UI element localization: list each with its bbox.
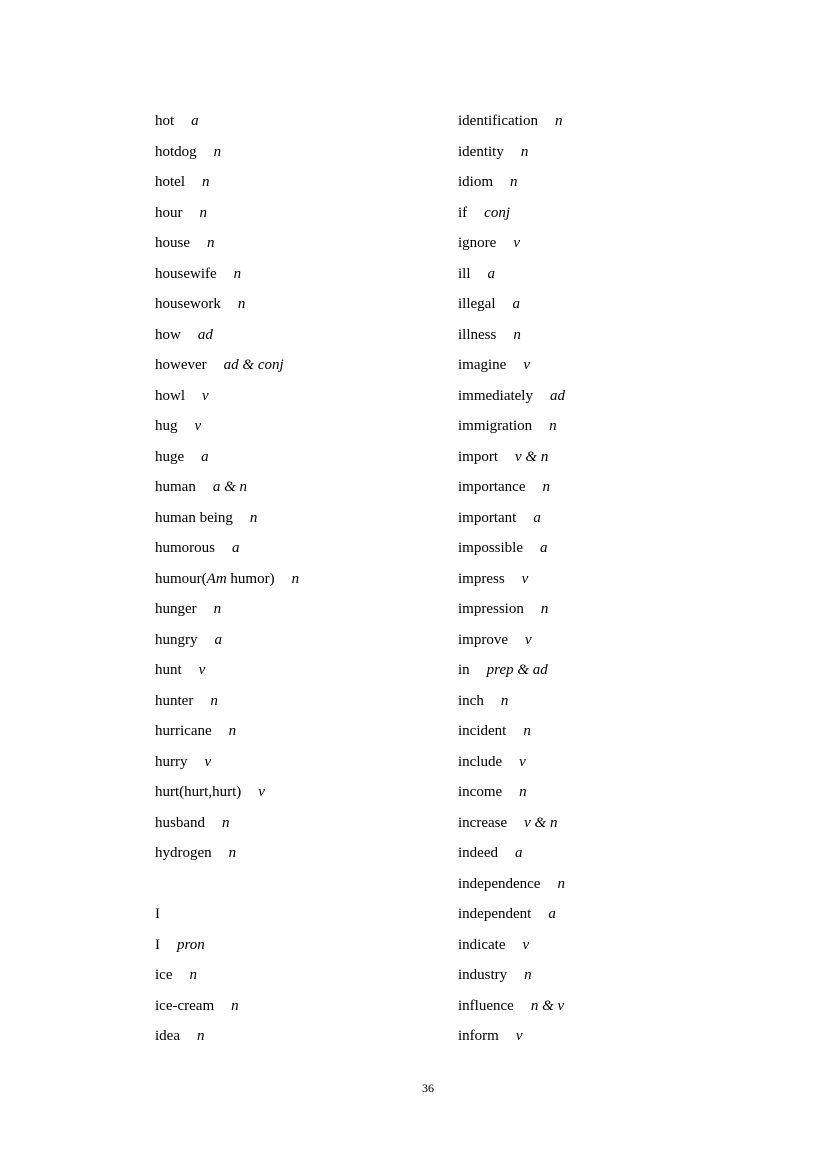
- word-entry: [458, 991, 778, 1022]
- word-text: [155, 144, 197, 160]
- word-text: [458, 937, 505, 953]
- word-text: [155, 540, 215, 556]
- word-part: ice-cream: [155, 997, 215, 1014]
- word-part: import: [458, 448, 498, 465]
- word-entry: [155, 655, 455, 686]
- word-part: huge: [155, 448, 185, 465]
- word-text: [458, 815, 507, 831]
- word-part: I: [155, 906, 160, 923]
- word-text: [155, 449, 184, 465]
- pos-tag: n: [520, 143, 529, 160]
- word-text: [155, 754, 188, 770]
- word-text: [155, 662, 182, 678]
- word-text: [155, 174, 185, 190]
- pos-tag: n: [500, 692, 509, 709]
- word-entry: [458, 899, 778, 930]
- left-column: [155, 106, 455, 1052]
- word-entry: [155, 259, 455, 290]
- pos-tag: a: [512, 296, 520, 313]
- word-entry: [458, 716, 778, 747]
- word-entry: [458, 228, 778, 259]
- pos-tag: v: [515, 1028, 523, 1045]
- pos-tag: a: [533, 509, 541, 526]
- word-entry: [458, 472, 778, 503]
- word-entry: [155, 1021, 455, 1052]
- pos-tag: v: [521, 570, 529, 587]
- word-text: [155, 845, 212, 861]
- pos-tag: v: [198, 662, 206, 679]
- word-entry: [155, 594, 455, 625]
- word-part: identity: [458, 143, 504, 160]
- word-part: idea: [155, 1028, 180, 1045]
- word-part: I: [155, 936, 160, 953]
- word-entry: [155, 442, 455, 473]
- word-part: illegal: [458, 296, 496, 313]
- word-entry: [155, 320, 455, 351]
- pos-tag: n: [231, 997, 239, 1014]
- word-part: howl: [155, 387, 185, 404]
- pos-tag: n: [523, 723, 531, 740]
- word-part: husband: [155, 814, 205, 831]
- word-entry: [155, 381, 455, 412]
- page-footer: [155, 1081, 701, 1096]
- word-part: housewife: [155, 265, 217, 282]
- word-part: imagine: [458, 357, 507, 374]
- word-part: hotdog: [155, 143, 197, 160]
- word-entry: [155, 838, 455, 869]
- word-text: [458, 998, 514, 1014]
- pos-tag: v: [513, 235, 520, 252]
- pos-tag: n: [213, 143, 222, 160]
- pos-tag: n: [540, 601, 549, 618]
- pos-tag: n: [519, 784, 527, 801]
- word-part: human being: [155, 509, 233, 526]
- pos-tag: n: [222, 814, 230, 831]
- word-part: ice: [155, 967, 173, 984]
- word-text: [458, 662, 470, 678]
- pos-tag: n: [542, 479, 550, 496]
- word-text: [458, 601, 524, 617]
- word-entry: [155, 198, 455, 229]
- word-text: [155, 296, 221, 312]
- word-part: hour: [155, 204, 183, 221]
- word-text: [155, 510, 233, 526]
- word-text: [155, 327, 181, 343]
- pos-tag: v: [194, 418, 202, 435]
- word-entry: [458, 594, 778, 625]
- word-text: [155, 784, 241, 800]
- pos-tag: v: [519, 753, 526, 770]
- pos-tag: ad & conj: [223, 357, 284, 374]
- word-part: if: [458, 204, 468, 221]
- word-text: [458, 571, 505, 587]
- word-text: [458, 967, 507, 983]
- pos-tag: n: [237, 296, 246, 313]
- word-part: how: [155, 326, 181, 343]
- pos-tag: pron: [177, 936, 205, 953]
- word-part: hungry: [155, 631, 198, 648]
- word-part: hug: [155, 418, 178, 435]
- pos-tag: a & n: [212, 479, 247, 496]
- word-part: idiom: [458, 174, 494, 191]
- word-part: hunt: [155, 662, 182, 679]
- pos-tag: n: [249, 509, 258, 526]
- pos-tag: n: [202, 174, 210, 191]
- word-entry: [458, 838, 778, 869]
- word-text: [155, 906, 160, 922]
- pos-tag: n: [196, 1028, 205, 1045]
- word-entry: [155, 960, 455, 991]
- pos-tag: n: [291, 570, 300, 587]
- word-part: inch: [458, 692, 484, 709]
- pos-tag: v & n: [524, 814, 558, 831]
- word-part: income: [458, 784, 503, 801]
- word-entry: [458, 503, 778, 534]
- word-part: indicate: [458, 936, 506, 953]
- word-entry: [155, 808, 455, 839]
- pos-tag: n: [513, 326, 521, 343]
- italic-word-part: Am: [206, 570, 227, 587]
- word-part: humorous: [155, 540, 215, 557]
- word-text: [458, 510, 516, 526]
- word-text: [155, 479, 196, 495]
- pos-tag: v: [522, 936, 530, 953]
- word-text: [155, 113, 174, 129]
- word-text: [155, 1028, 180, 1044]
- word-part: hot: [155, 113, 175, 129]
- word-entry: [155, 930, 455, 961]
- word-entry: [155, 228, 455, 259]
- word-entry: [458, 137, 778, 168]
- word-text: [458, 540, 523, 556]
- word-text: [458, 784, 502, 800]
- pos-tag: n & v: [530, 997, 565, 1014]
- word-part: however: [155, 357, 207, 374]
- word-text: [458, 174, 493, 190]
- word-entry: [155, 533, 455, 564]
- word-text: [155, 235, 190, 251]
- word-part: hurry: [155, 753, 188, 770]
- word-text: [155, 205, 183, 221]
- word-part: hunger: [155, 601, 197, 618]
- word-entry: [155, 503, 455, 534]
- word-entry: [155, 137, 455, 168]
- word-entry: [458, 198, 778, 229]
- word-text: [458, 266, 471, 282]
- pos-tag: ad: [197, 326, 213, 343]
- word-text: [155, 357, 207, 373]
- word-part: improve: [458, 631, 508, 648]
- word-text: [458, 388, 533, 404]
- word-text: [458, 205, 467, 221]
- word-text: [155, 937, 160, 953]
- word-entry: [458, 259, 778, 290]
- word-part: in: [458, 662, 470, 679]
- word-entry: [155, 564, 455, 595]
- pos-tag: n: [554, 113, 563, 129]
- word-text: [155, 967, 172, 983]
- word-text: [458, 357, 506, 373]
- word-part: incident: [458, 723, 507, 740]
- word-text: [458, 906, 531, 922]
- pos-tag: n: [228, 723, 237, 740]
- word-part: hurt(hurt,hurt): [155, 784, 242, 801]
- word-part: independence: [458, 875, 541, 892]
- pos-tag: v: [258, 784, 265, 801]
- word-part: humour(: [155, 570, 207, 587]
- right-column: [458, 106, 778, 1052]
- word-text: [458, 632, 508, 648]
- page-number: 36: [422, 1081, 434, 1095]
- pos-tag: v: [202, 387, 209, 404]
- word-part: important: [458, 509, 517, 526]
- pos-tag: a: [201, 448, 209, 465]
- word-text: [458, 723, 506, 739]
- word-part: hunter: [155, 692, 194, 709]
- word-text: [458, 144, 504, 160]
- pos-tag: n: [199, 204, 207, 221]
- pos-tag: prep & ad: [486, 662, 548, 679]
- word-entry: [458, 960, 778, 991]
- word-part: immediately: [458, 387, 533, 404]
- word-entry: [458, 167, 778, 198]
- word-part: impression: [458, 601, 524, 618]
- word-part: human: [155, 479, 196, 496]
- word-part: identification: [458, 113, 538, 129]
- word-entry: [155, 716, 455, 747]
- word-part: importance: [458, 479, 526, 496]
- pos-tag: n: [213, 601, 222, 618]
- word-entry: [458, 625, 778, 656]
- pos-tag: v: [204, 753, 212, 770]
- word-entry: [458, 777, 778, 808]
- pos-tag: a: [548, 906, 556, 923]
- word-entry: [458, 533, 778, 564]
- word-entry: [155, 686, 455, 717]
- word-part: impossible: [458, 540, 524, 557]
- word-text: [155, 571, 275, 587]
- word-text: [458, 327, 496, 343]
- word-text: [458, 418, 532, 434]
- word-entry: [458, 930, 778, 961]
- pos-tag: n: [210, 692, 218, 709]
- word-text: [155, 998, 214, 1014]
- word-entry: [155, 167, 455, 198]
- word-part: hurricane: [155, 723, 212, 740]
- word-entry: [458, 747, 778, 778]
- word-part: ill: [458, 265, 471, 282]
- pos-tag: a: [214, 631, 222, 648]
- pos-tag: v & n: [515, 448, 549, 465]
- word-text: [155, 418, 178, 434]
- pos-tag: n: [207, 235, 215, 252]
- word-part: immigration: [458, 418, 533, 435]
- word-part: independent: [458, 906, 532, 923]
- word-part: humor): [226, 570, 275, 587]
- word-part: hotel: [155, 174, 185, 191]
- pos-tag: conj: [484, 204, 510, 221]
- word-entry: [155, 411, 455, 442]
- word-text: [155, 388, 185, 404]
- word-entry: [458, 442, 778, 473]
- word-entry: [155, 350, 455, 381]
- pos-tag: a: [514, 845, 523, 862]
- word-entry: [155, 625, 455, 656]
- word-entry: [155, 991, 455, 1022]
- word-text: [458, 876, 540, 892]
- word-entry: [458, 564, 778, 595]
- pos-tag: v: [523, 357, 530, 374]
- word-text: [155, 693, 193, 709]
- word-part: impress: [458, 570, 505, 587]
- word-text: [458, 1028, 499, 1044]
- word-part: inform: [458, 1028, 499, 1045]
- word-entry: [458, 411, 778, 442]
- word-entry: [458, 289, 778, 320]
- word-text: [458, 693, 484, 709]
- word-text: [155, 815, 205, 831]
- pos-tag: n: [549, 418, 557, 435]
- word-text: [155, 266, 217, 282]
- word-part: hydrogen: [155, 845, 212, 862]
- word-entry: [155, 777, 455, 808]
- word-text: [155, 632, 198, 648]
- word-part: increase: [458, 814, 508, 831]
- word-entry: [458, 686, 778, 717]
- pos-tag: n: [524, 967, 532, 984]
- pos-tag: n: [228, 845, 237, 862]
- pos-tag: a: [540, 540, 548, 557]
- pos-tag: n: [557, 875, 565, 892]
- word-part: illness: [458, 326, 497, 343]
- word-text: [458, 845, 498, 861]
- pos-tag: a: [191, 113, 199, 129]
- pos-tag: v: [525, 631, 532, 648]
- word-entry: [458, 1021, 778, 1052]
- word-entry: [458, 106, 778, 137]
- word-entry: [458, 320, 778, 351]
- word-entry: [155, 106, 455, 137]
- word-part: industry: [458, 967, 508, 984]
- word-text: [155, 723, 212, 739]
- word-entry: [155, 289, 455, 320]
- word-entry: [155, 472, 455, 503]
- pos-tag: n: [510, 174, 518, 191]
- word-entry: [458, 655, 778, 686]
- pos-tag: n: [233, 265, 242, 282]
- word-part: influence: [458, 997, 514, 1014]
- blank-row: [155, 869, 455, 900]
- word-text: [458, 449, 498, 465]
- word-text: [458, 296, 496, 312]
- word-entry: [458, 381, 778, 412]
- word-part: housework: [155, 296, 221, 313]
- word-entry: [458, 350, 778, 381]
- pos-tag: a: [487, 265, 496, 282]
- word-part: include: [458, 753, 503, 770]
- word-part: house: [155, 235, 190, 252]
- word-entry: [458, 808, 778, 839]
- word-entry: [155, 747, 455, 778]
- word-text: [155, 601, 197, 617]
- word-text: [458, 754, 502, 770]
- word-text: [458, 113, 538, 129]
- pos-tag: ad: [549, 387, 565, 404]
- pos-tag: n: [189, 967, 197, 984]
- word-text: [458, 479, 525, 495]
- word-part: ignore: [458, 235, 497, 252]
- word-text: [458, 235, 496, 251]
- word-part: indeed: [458, 845, 498, 862]
- word-entry: [155, 899, 455, 930]
- pos-tag: a: [232, 540, 240, 557]
- word-entry: [458, 869, 778, 900]
